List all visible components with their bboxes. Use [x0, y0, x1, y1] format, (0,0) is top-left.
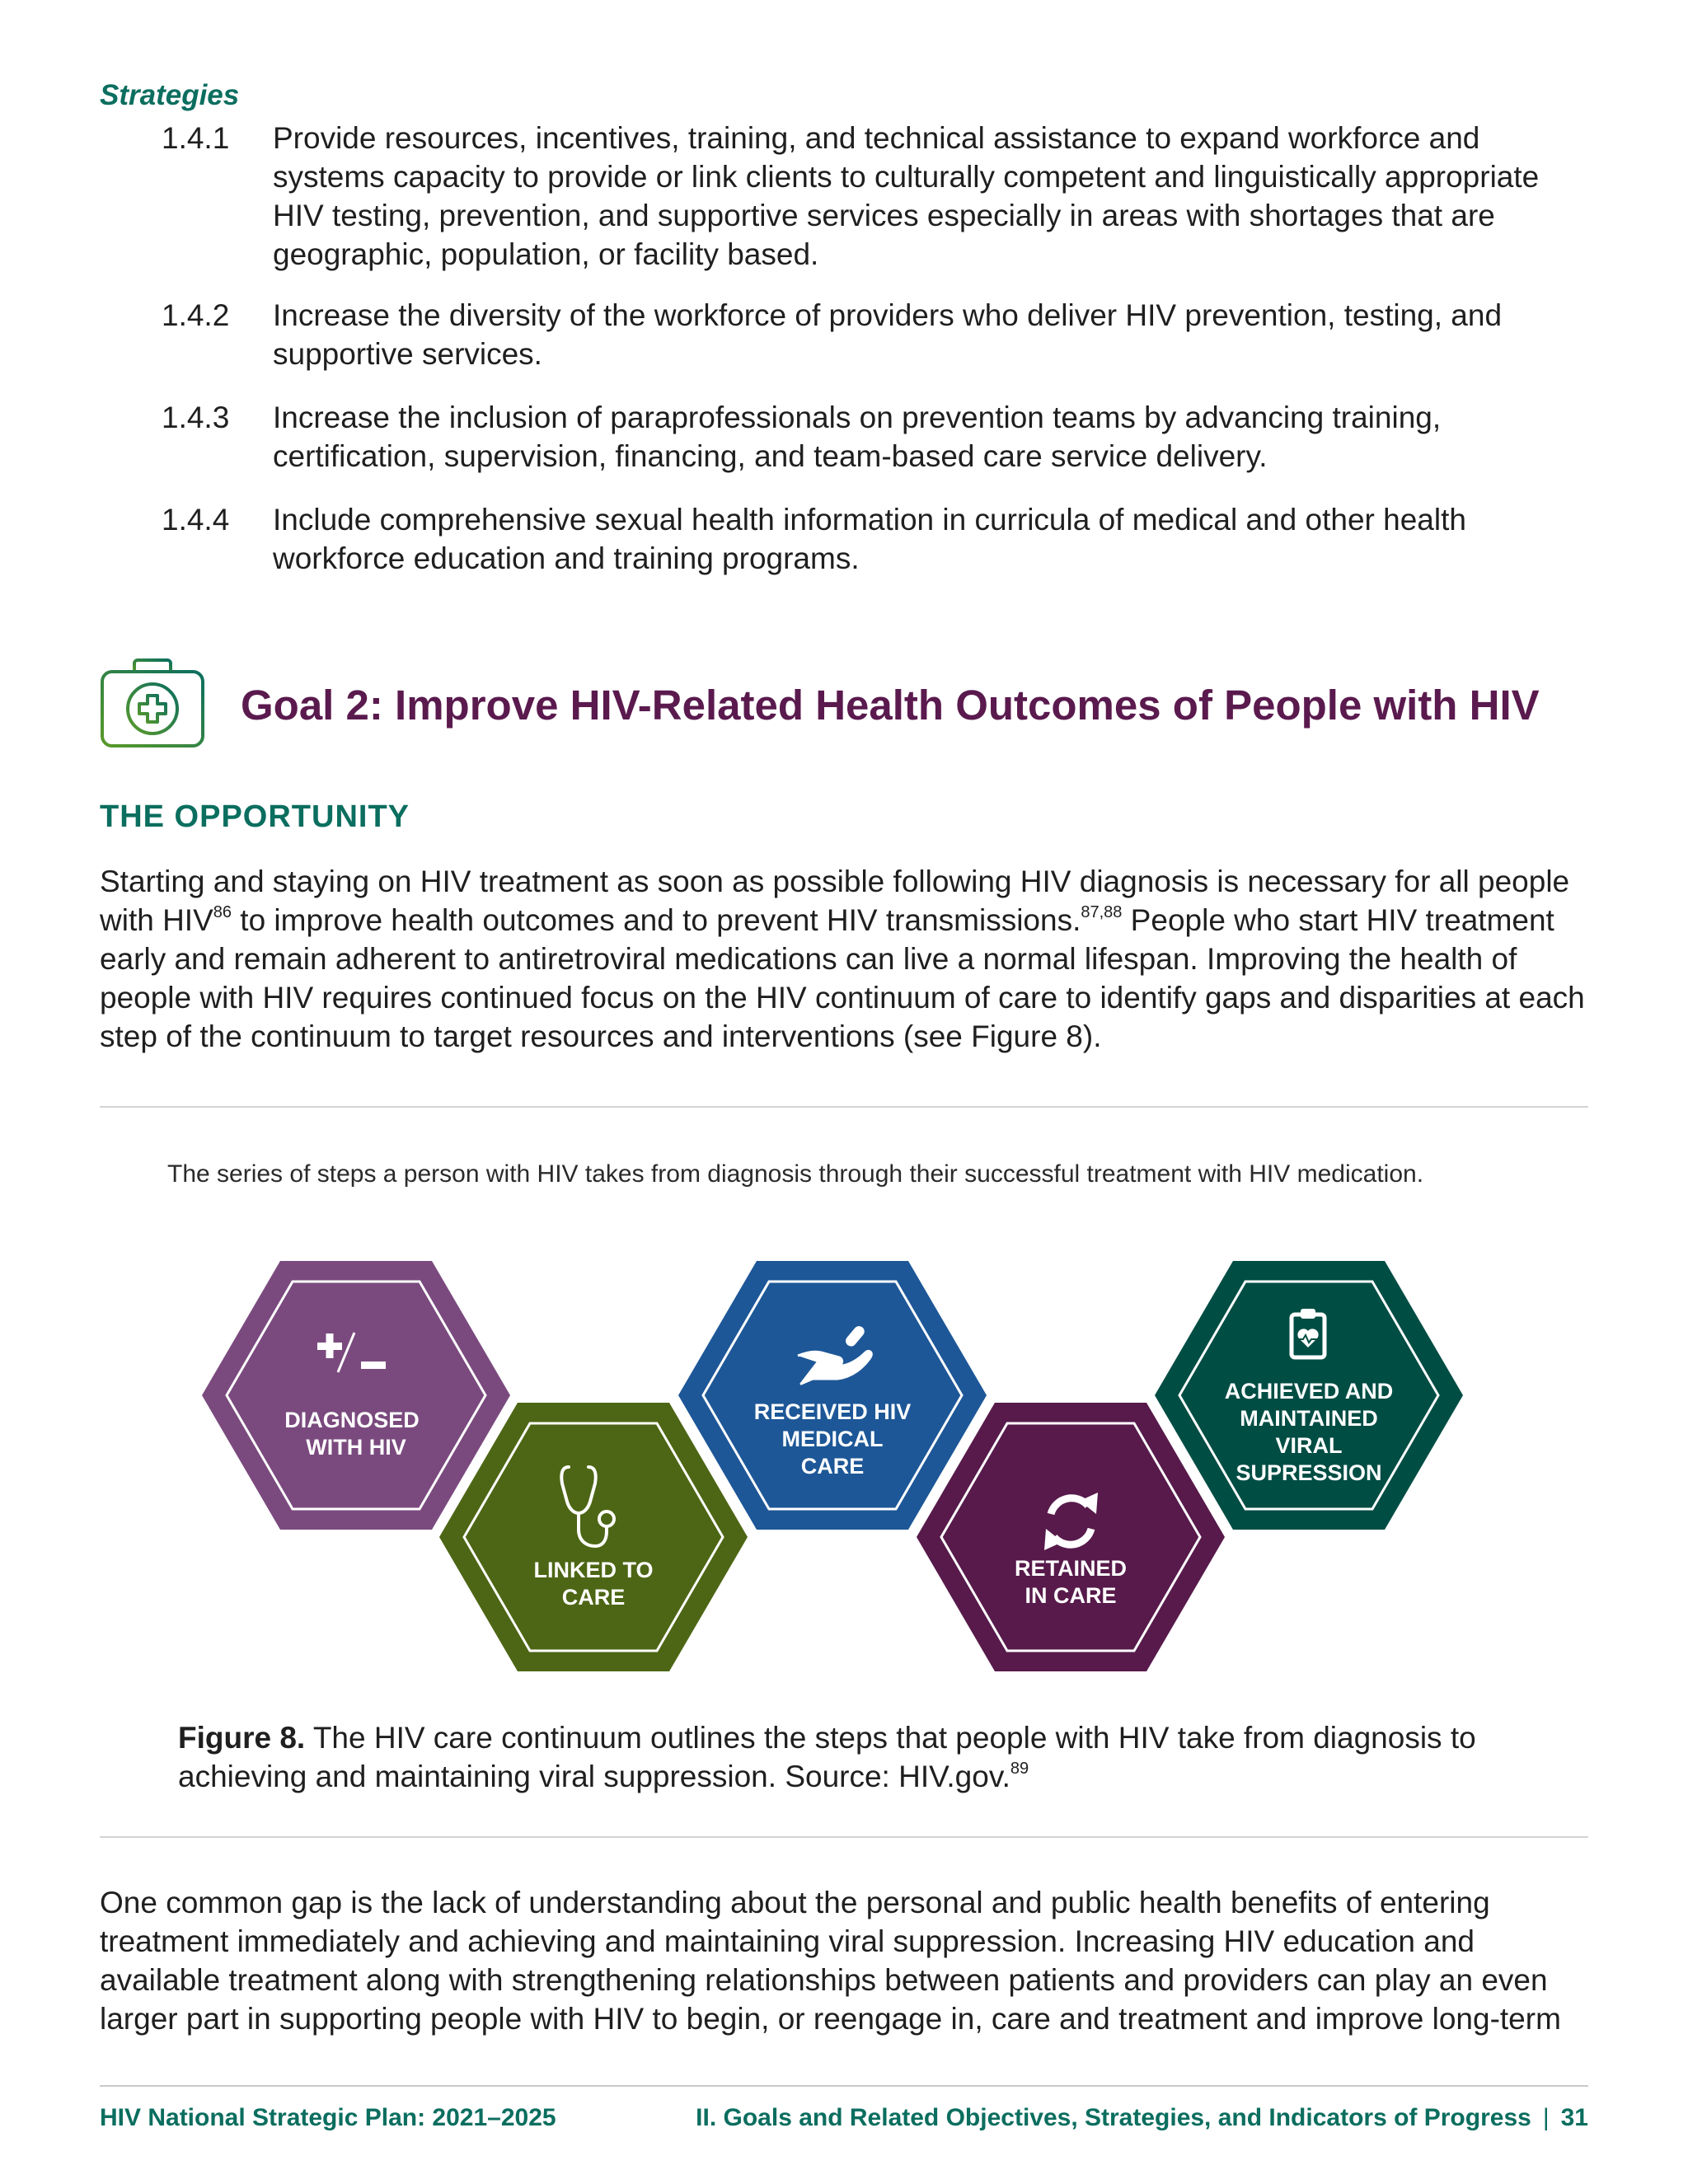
footer-separator: | — [1542, 2104, 1550, 2131]
step-label: CARE — [561, 1585, 626, 1610]
step-hexagon — [202, 1261, 510, 1530]
divider — [100, 1106, 1588, 1108]
figure-caption — [178, 1718, 1497, 1796]
step-viral-suppression — [1155, 1261, 1463, 1530]
hiv-care-continuum-figure — [198, 1257, 1467, 1677]
step-label: DIAGNOSED — [284, 1408, 420, 1432]
paragraph-text: People who start HIV treatment early and remain adherent to antiretroviral medications can live a normal lifespan. Improving the health of people with HIV requires continued focus on the HIV continuum of care to identify gaps and disparities at each step of the continuum to target resources and interventions (see Figure 8). — [100, 903, 1585, 1053]
strategy-item — [100, 296, 1592, 373]
strategy-number: 1.4.3 — [162, 401, 230, 434]
footer-section-title: II. Goals and Related Objectives, Strategies, and Indicators of Progress — [696, 2104, 1531, 2131]
strategy-item — [100, 119, 1592, 274]
paragraph-text: to improve health outcomes and to prevent HIV transmissions. — [232, 903, 1081, 937]
step-label: CARE — [800, 1454, 865, 1479]
footer-divider — [100, 2085, 1588, 2087]
first-aid-kit-icon — [100, 657, 205, 749]
step-received-care — [678, 1261, 987, 1530]
step-label: RECEIVED HIV — [753, 1399, 912, 1424]
step-label: VIRAL — [1275, 1433, 1343, 1458]
footnote-ref: 86 — [213, 903, 232, 921]
step-label: MEDICAL — [781, 1427, 884, 1451]
step-label: IN CARE — [1025, 1583, 1117, 1608]
page-number: 31 — [1560, 2104, 1588, 2131]
strategy-text: Provide resources, incentives, training, and technical assistance to expand workforce and systems capacity to provide or link clients to culturally competent and linguistically appropriate HIV testing, prevention, and supportive services especially in areas with shortages that are geographic, population, or facility based. — [273, 121, 1540, 271]
step-linked — [439, 1403, 748, 1671]
strategy-text: Include comprehensive sexual health information in curricula of medical and other health workforce education and training programs. — [273, 503, 1466, 575]
strategy-item — [100, 398, 1592, 476]
step-label: MAINTAINED — [1240, 1406, 1378, 1431]
goal-title: Goal 2: Improve HIV-Related Health Outcomes of People with HIV — [241, 682, 1540, 729]
strategy-number: 1.4.4 — [162, 503, 230, 537]
strategies-heading: Strategies — [100, 79, 240, 111]
section-heading: THE OPPORTUNITY — [100, 799, 410, 834]
continuum-diagram — [198, 1257, 1467, 1677]
strategy-text: Increase the inclusion of paraprofessionals on prevention teams by advancing training, certification, supervision, financing, and team-based care service delivery. — [273, 401, 1442, 473]
closing-paragraph: One common gap is the lack of understanding about the personal and public health benefits of entering treatment immediately and achieving and maintaining viral suppression. Increasing HIV education and available treatment along with strengthening relationships between patients and providers can play an even larger part in supporting people with HIV to begin, or reengage in, care and treatment and improve long-term — [100, 1886, 1561, 2036]
step-label: LINKED TO — [533, 1558, 654, 1582]
strategy-number: 1.4.1 — [162, 121, 230, 155]
step-hexagon — [678, 1261, 987, 1530]
caption-text: The HIV care continuum outlines the steps that people with HIV take from diagnosis to achieving and maintaining viral suppression. Source: HIV.gov. — [178, 1721, 1476, 1793]
caption-label: Figure 8. — [178, 1721, 306, 1755]
step-retained — [917, 1403, 1225, 1671]
strategy-text: Increase the diversity of the workforce of providers who deliver HIV prevention, testing, and supportive services. — [273, 298, 1503, 371]
step-diagnosed — [202, 1261, 510, 1530]
opportunity-paragraph — [100, 862, 1592, 1056]
paragraph-text: Starting and staying on HIV treatment as soon as possible following HIV diagnosis is necessary for all people with HIV — [100, 865, 1570, 937]
footnote-ref: 87,88 — [1081, 903, 1123, 921]
step-label: SUPRESSION — [1236, 1460, 1382, 1485]
strategy-item — [100, 500, 1592, 578]
step-label: WITH HIV — [306, 1435, 406, 1460]
step-label: RETAINED — [1014, 1556, 1128, 1581]
step-hexagon — [917, 1403, 1225, 1671]
figure-intro: The series of steps a person with HIV takes from diagnosis through their successful treatment with HIV medication. — [167, 1160, 1424, 1188]
step-hexagon — [439, 1403, 748, 1671]
footnote-ref: 89 — [1010, 1760, 1029, 1778]
divider — [100, 1836, 1588, 1838]
step-label: ACHIEVED AND — [1224, 1379, 1394, 1404]
strategy-number: 1.4.2 — [162, 298, 230, 332]
footer-document-title: HIV National Strategic Plan: 2021–2025 — [100, 2104, 556, 2131]
footer-section — [696, 2104, 1588, 2132]
